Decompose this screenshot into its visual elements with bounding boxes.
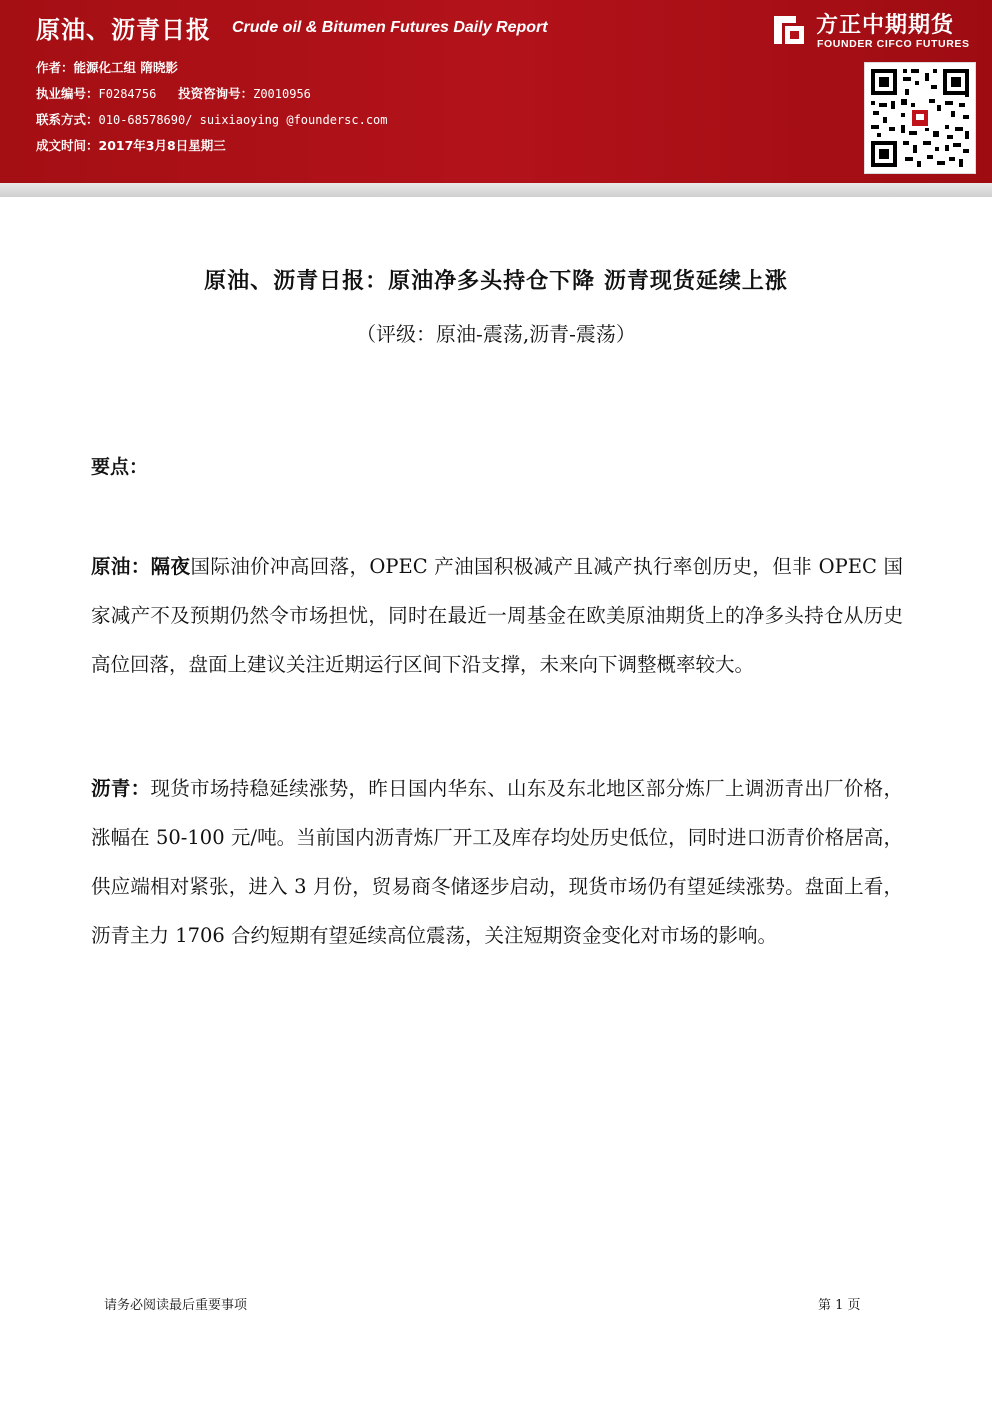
footer-notice: 请务必阅读最后重要事项 [104, 1298, 248, 1313]
crude-oil-text: 国际油价冲高回落，OPEC 产油国积极减产且减产执行率创历史，但非 OPEC 国家减产不及预期仍然令市场担忧，同时在最近一周基金在欧美原油期货上的净多头持仓从历史高位回落，盘面上建议关注近期运行区间下沿支撑，未来向下调整概率较大。 [91, 555, 903, 676]
qr-code [864, 62, 976, 174]
consult-value: Z0010956 [253, 87, 311, 101]
date-label: 成文时间： [36, 138, 99, 153]
date-line [36, 136, 226, 154]
report-header [0, 0, 992, 183]
brand-name: 方正中期期货 [816, 13, 955, 38]
license-value: F0284756 [98, 87, 157, 101]
crude-oil-paragraph [91, 542, 903, 689]
rating-line: （评级：原油-震荡,沥青-震荡） [356, 322, 636, 346]
license-label: 执业编号： [36, 86, 99, 101]
date-value: 2017年3月8日星期三 [98, 138, 226, 153]
key-points-label: 要点： [91, 456, 149, 478]
bitumen-lead: 沥青： [91, 777, 151, 800]
report-main-title: 原油、沥青日报：原油净多头持仓下降 沥青现货延续上涨 [204, 269, 788, 294]
bitumen-text: 现货市场持稳延续涨势，昨日国内华东、山东及东北地区部分炼厂上调沥青出厂价格，涨幅在 50-100 元/吨。当前国内沥青炼厂开工及库存均处历史低位，同时进口沥青价格居高，供应端相对紧张，进入 3 月份，贸易商冬储逐步启动，现货市场仍有望延续涨势。盘面上看，沥青主力 1706 合约短期有望延续高位震荡，关注短期资金变化对市场的影响。 [91, 777, 903, 947]
author-line [36, 58, 178, 76]
page-number: 第 1 页 [818, 1298, 861, 1313]
header-divider [0, 183, 992, 197]
report-title-en: Crude oil & Bitumen Futures Daily Report [232, 19, 548, 36]
author-label: 作者： [36, 60, 74, 75]
brand-name-en: FOUNDER CIFCO FUTURES [817, 38, 970, 50]
license-line [36, 84, 311, 102]
report-title-cn: 原油、沥青日报 [36, 16, 211, 44]
crude-oil-lead: 原油：隔夜 [91, 555, 191, 578]
contact-line [36, 110, 388, 128]
bitumen-paragraph [91, 764, 903, 960]
contact-label: 联系方式： [36, 112, 99, 127]
brand [770, 8, 982, 52]
consult-label: 投资咨询号： [178, 86, 254, 101]
author-value: 能源化工组 隋晓影 [73, 60, 178, 75]
founder-logo-icon [770, 10, 808, 48]
contact-value: 010-68578690/ suixiaoying @foundersc.com [98, 113, 388, 127]
